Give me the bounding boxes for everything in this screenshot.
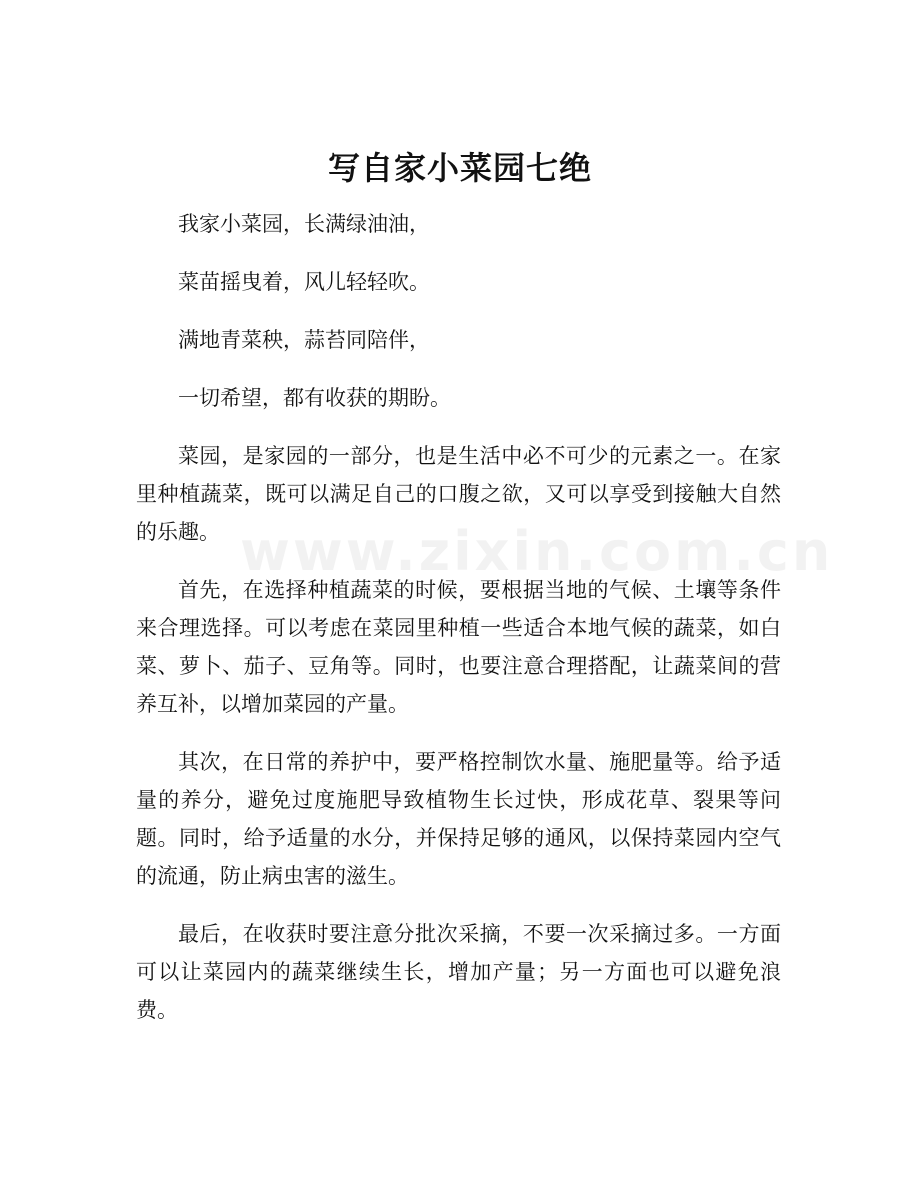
watermark: www.zixin.com.cn <box>240 520 834 583</box>
poem-line-1: 我家小菜园，长满绿油油， <box>178 212 430 236</box>
document-title: 写自家小菜园七绝 <box>327 149 592 187</box>
paragraph-4: 最后，在收获时要注意分批次采摘，不要一次采摘过多。一方面可以让菜园内的蔬菜继续生长，增加产量；另一方面也可以避免浪费。 <box>136 922 781 1022</box>
paragraph-1: 菜园，是家园的一部分，也是生活中必不可少的元素之一。在家里种植蔬菜，既可以满足自己的口腹之欲，又可以享受到接触大自然的乐趣。 <box>136 444 781 544</box>
poem-line-4: 一切希望，都有收获的期盼。 <box>178 386 451 410</box>
document-body <box>136 205 834 1049</box>
paragraph-3: 其次，在日常的养护中，要严格控制饮水量、施肥量等。给予适量的养分，避免过度施肥导致植物生长过快，形成花草、裂果等问题。同时，给予适量的水分，并保持足够的通风，以保持菜园内空气的流通，防止病虫害的滋生。 <box>136 750 781 888</box>
poem-line-2: 菜苗摇曳着，风儿轻轻吹。 <box>178 270 430 294</box>
paragraph-2: 首先，在选择种植蔬菜的时候，要根据当地的气候、土壤等条件来合理选择。可以考虑在菜园里种植一些适合本地气候的蔬菜，如白菜、萝卜、茄子、豆角等。同时，也要注意合理搭配，让蔬菜间的营养互补，以增加菜园的产量。 <box>136 578 781 716</box>
poem-line-3: 满地青菜秧，蒜苔同陪伴， <box>178 328 430 352</box>
